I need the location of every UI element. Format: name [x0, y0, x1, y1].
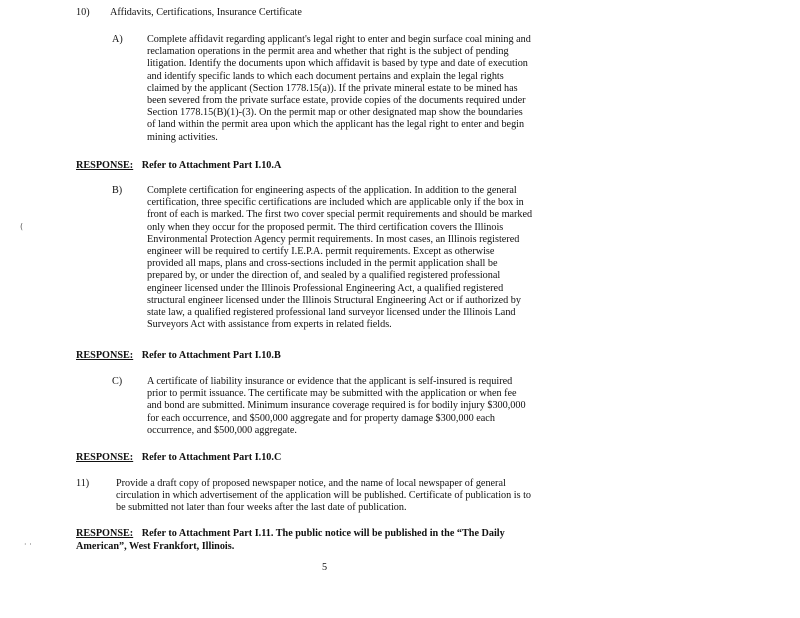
- response-11-text-line: American”, West Frankfort, Illinois.: [76, 541, 235, 552]
- item-a-line: been severed from the private surface estate, provide copies of the documents required under: [147, 95, 526, 107]
- scan-mark: · ·: [24, 540, 32, 549]
- item-b-text: [147, 185, 532, 331]
- item-b-line: front of each is marked. The first two cover special permit requirements and should be marked: [147, 209, 533, 221]
- item-c-line: for each occurrence, and $500,000 aggregate and for property damage $300,000 each: [147, 412, 495, 424]
- section-11-line: circulation in which advertisement of the application will be published. Certificate of publication is to: [116, 490, 532, 502]
- item-a-line: Complete affidavit regarding applicant's legal right to enter and begin surface coal mining and: [147, 34, 531, 45]
- item-b-line: prepared by, or under the direction of, and sealed by a qualified registered professional: [147, 270, 501, 282]
- item-b-line: structural engineer licensed under the Illinois Structural Engineering Act or if authorized by: [147, 294, 521, 306]
- item-b-line: state law, a qualified registered professional land surveyor licensed under the Illinois Land: [147, 307, 516, 319]
- section-10-heading: Affidavits, Certifications, Insurance Certificate: [110, 7, 302, 18]
- item-b-line: Environmental Protection Agency permit requirements. In most cases, an Illinois registered: [147, 233, 520, 245]
- response-b-text: Refer to Attachment Part I.10.B: [141, 350, 281, 361]
- item-b-line: engineer will be required to certify I.E.P.A. permit requirements. Except as otherwise: [147, 246, 495, 258]
- section-11-line: be submitted not later than four weeks after the last date of publication.: [116, 502, 407, 514]
- page-number: 5: [322, 562, 328, 573]
- section-10-number: 10): [76, 7, 90, 18]
- section-11-line: Provide a draft copy of proposed newspaper notice, and the name of local newspaper of general: [116, 478, 506, 489]
- item-b-line: engineer licensed under the Illinois Professional Engineering Act, a qualified registered: [147, 282, 504, 294]
- response-c-label: RESPONSE:: [76, 452, 134, 463]
- item-b-label: B): [112, 185, 123, 196]
- item-a-line: of land within the permit area upon which the applicant has the legal right to enter and begin: [147, 119, 525, 131]
- response-11-label: RESPONSE:: [76, 528, 134, 539]
- item-c-line: A certificate of liability insurance or evidence that the applicant is self-insured is required: [147, 376, 513, 387]
- item-a-line: reclamation operations in the permit area and whether that right is the subject of pending: [147, 46, 509, 58]
- item-b-line: Complete certification for engineering aspects of the application. In addition to the general: [147, 185, 517, 196]
- item-c-label: C): [112, 376, 123, 387]
- item-b-line: certification, three specific certifications are included which are applicable only if the box in: [147, 197, 524, 209]
- item-a-line: and identify specific lands to which each document pertains and explain the legal rights: [147, 70, 504, 82]
- scan-mark: (: [20, 222, 24, 231]
- item-c-line: prior to permit issuance. The certificate may be submitted with the application or when fee: [147, 388, 517, 400]
- response-b: [76, 350, 281, 362]
- response-11: [76, 528, 505, 540]
- response-a-text: Refer to Attachment Part I.10.A: [141, 160, 282, 171]
- item-b-line: provided all maps, plans and cross-sections included in the permit application shall be: [147, 258, 498, 270]
- item-a-line: mining activities.: [147, 131, 218, 143]
- item-c-text: [147, 376, 526, 437]
- response-a-label: RESPONSE:: [76, 160, 134, 171]
- section-11-text: [116, 478, 531, 515]
- response-c-text: Refer to Attachment Part I.10.C: [141, 452, 282, 463]
- response-a: [76, 160, 281, 172]
- item-c-line: and bond are submitted. Minimum insurance coverage required is for bodily injury $300,000: [147, 400, 526, 412]
- item-a-line: Section 1778.15(B)(1)-(3). On the permit map or other designated map show the boundaries: [147, 107, 523, 119]
- response-b-label: RESPONSE:: [76, 350, 134, 361]
- item-b-line: only when they occur for the proposed permit. The third certification covers the Illinois: [147, 221, 504, 233]
- item-a-line: claimed by the applicant (Section 1778.15(a)). If the private mineral estate to be mined has: [147, 82, 518, 94]
- item-a-line: litigation. Identify the documents upon which affidavit is based by type and date of execution: [147, 58, 528, 70]
- section-11-number: 11): [76, 478, 90, 489]
- item-a-text: [147, 34, 531, 144]
- response-11-text-line: Refer to Attachment Part I.11. The public notice will be published in the “The Daily: [141, 528, 505, 539]
- item-b-line: Surveyors Act with assistance from experts in related fields.: [147, 319, 392, 331]
- item-a-label: A): [112, 34, 123, 45]
- response-c: [76, 452, 281, 464]
- item-c-line: occurrence, and $500,000 aggregate.: [147, 424, 297, 436]
